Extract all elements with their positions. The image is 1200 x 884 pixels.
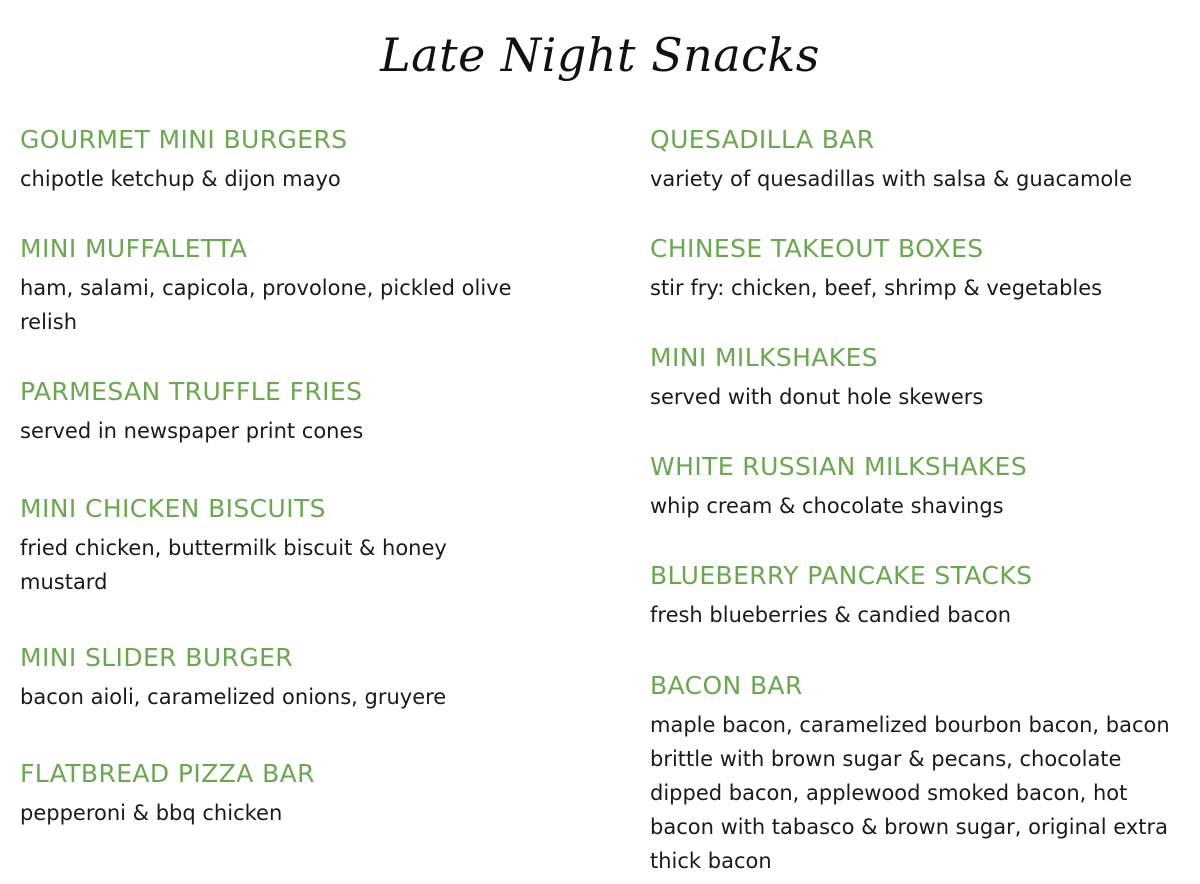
item-description: stir fry: chicken, beef, shrimp & vegetables	[650, 276, 1103, 300]
item-name: MINI MUFFALETTA	[20, 234, 248, 263]
menu-item	[650, 233, 1190, 305]
item-name: MINI CHICKEN BISCUITS	[20, 494, 326, 523]
item-description: pepperoni & bbq chicken	[20, 801, 283, 825]
item-name: BACON BAR	[650, 671, 803, 700]
menu-item	[20, 642, 610, 714]
item-name: CHINESE TAKEOUT BOXES	[650, 234, 984, 263]
item-description: served with donut hole skewers	[650, 385, 984, 409]
item-description: served in newspaper print cones	[20, 419, 364, 443]
menu-item	[20, 376, 610, 448]
menu-item	[650, 451, 1190, 523]
item-description: variety of quesadillas with salsa & guacamole	[650, 167, 1133, 191]
menu-item	[650, 670, 1190, 878]
item-name: PARMESAN TRUFFLE FRIES	[20, 377, 363, 406]
item-name: GOURMET MINI BURGERS	[20, 125, 348, 154]
menu-item	[650, 124, 1190, 196]
item-name: FLATBREAD PIZZA BAR	[20, 759, 315, 788]
item-description: bacon aioli, caramelized onions, gruyere	[20, 685, 447, 709]
page-title: Late Night Snacks	[380, 28, 820, 82]
menu-item	[20, 233, 610, 339]
item-description: fried chicken, buttermilk biscuit & honey mustard	[20, 536, 447, 594]
menu-item	[20, 758, 610, 830]
menu-item	[20, 493, 610, 599]
item-description: fresh blueberries & candied bacon	[650, 603, 1012, 627]
item-name: QUESADILLA BAR	[650, 125, 875, 154]
item-name: MINI SLIDER BURGER	[20, 643, 294, 672]
menu-item	[20, 124, 610, 196]
item-name: WHITE RUSSIAN MILKSHAKES	[650, 452, 1028, 481]
item-description: maple bacon, caramelized bourbon bacon, bacon brittle with brown sugar & pecans, chocolate dipped bacon, applewood smoked bacon, hot bacon with tabasco & brown sugar, original extra thick bacon	[650, 713, 1170, 873]
item-description: ham, salami, capicola, provolone, pickled olive relish	[20, 276, 512, 334]
menu-item	[650, 560, 1190, 632]
menu-item	[650, 342, 1190, 414]
item-name: BLUEBERRY PANCAKE STACKS	[650, 561, 1033, 590]
item-description: chipotle ketchup & dijon mayo	[20, 167, 341, 191]
item-name: MINI MILKSHAKES	[650, 343, 879, 372]
item-description: whip cream & chocolate shavings	[650, 494, 1004, 518]
